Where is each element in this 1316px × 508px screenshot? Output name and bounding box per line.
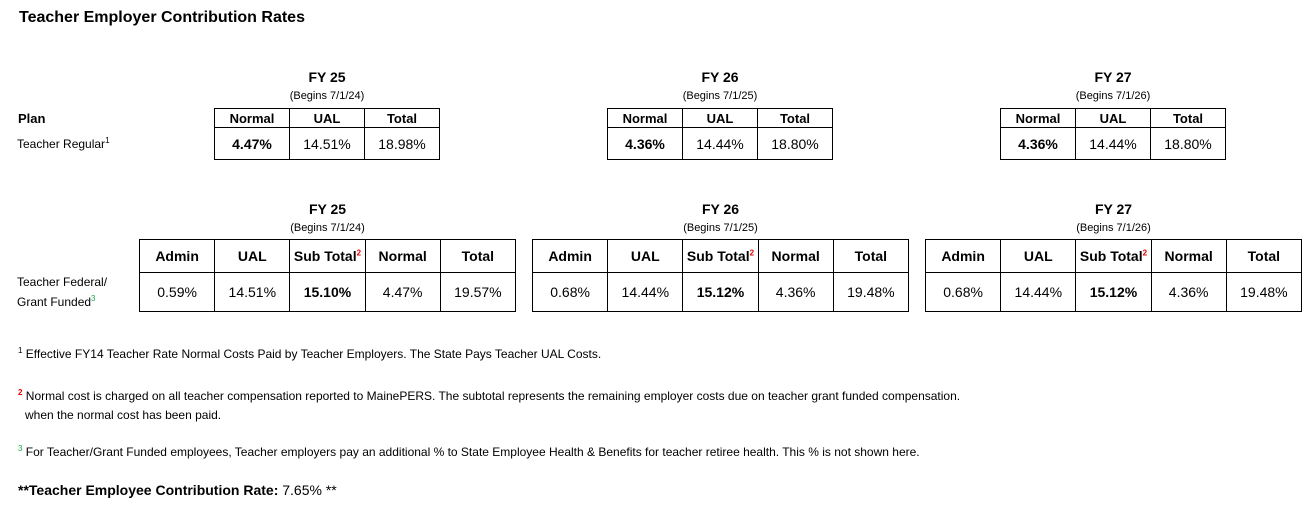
header-total: Total [833, 240, 908, 273]
footnote-1-mark: 1 [18, 346, 23, 355]
footnote-2-mark: 2 [18, 388, 23, 397]
value-subtotal: 15.12% [683, 273, 758, 312]
value-ual: 14.44% [683, 128, 758, 160]
footnote-2-text-line2: when the normal cost has been paid. [25, 408, 222, 422]
value-total: 19.48% [1226, 273, 1301, 312]
footnote-2 [18, 387, 960, 425]
header-subtotal-text: Sub Total [293, 248, 357, 264]
employee-rate-value: 7.65% [282, 482, 322, 498]
footnote-1-marker: 1 [105, 136, 110, 145]
footnote-1 [18, 347, 601, 361]
header-subtotal [683, 240, 758, 273]
value-subtotal: 15.10% [290, 273, 365, 312]
fy27-regular-table [1000, 108, 1226, 160]
header-normal: Normal [1001, 109, 1076, 128]
table-row [608, 128, 833, 160]
value-admin: 0.68% [533, 273, 608, 312]
teacher-regular-label [17, 134, 110, 154]
header-ual: UAL [608, 240, 683, 273]
header-ual: UAL [1001, 240, 1076, 273]
fy26-federal-begins: (Begins 7/1/25) [683, 222, 758, 234]
header-total: Total [1226, 240, 1301, 273]
footnote-3-text: For Teacher/Grant Funded employees, Teacher employers pay an additional % to State Employee Health & Benefits for teacher retiree health. This % is not shown here. [25, 445, 920, 459]
footnote-2-marker: 2 [749, 248, 755, 258]
header-total: Total [1151, 109, 1226, 128]
header-row [926, 240, 1302, 273]
value-normal: 4.36% [1001, 128, 1076, 160]
value-total: 19.48% [833, 273, 908, 312]
header-subtotal [290, 240, 365, 273]
header-normal: Normal [215, 109, 290, 128]
value-total: 19.57% [440, 273, 515, 312]
header-subtotal-text: Sub Total [1079, 248, 1143, 264]
employee-rate-prefix: ** [18, 482, 29, 498]
header-ual: UAL [290, 109, 365, 128]
teacher-federal-line2 [17, 292, 107, 312]
fy25-regular-heading: FY 25 [308, 69, 346, 85]
fy26-regular-begins: (Begins 7/1/25) [682, 90, 758, 102]
employee-contribution-rate [18, 482, 337, 498]
table-row [140, 273, 516, 312]
fy26-regular-table [607, 108, 833, 160]
header-normal: Normal [608, 109, 683, 128]
fy27-federal-table [925, 239, 1302, 312]
value-subtotal: 15.12% [1076, 273, 1151, 312]
value-ual: 14.51% [290, 128, 365, 160]
fy25-federal-heading: FY 25 [308, 201, 347, 217]
footnote-2-marker: 2 [356, 248, 362, 258]
footnote-1-text: Effective FY14 Teacher Rate Normal Costs Paid by Teacher Employers. The State Pays Teacher UAL Costs. [25, 347, 602, 361]
fy25-regular-table [214, 108, 440, 160]
table-row [215, 128, 440, 160]
header-ual: UAL [215, 240, 290, 273]
table-row [1001, 128, 1226, 160]
header-ual: UAL [1076, 109, 1151, 128]
teacher-regular-text: Teacher Regular [17, 137, 106, 151]
value-total: 18.80% [1151, 128, 1226, 160]
fy26-federal-heading: FY 26 [701, 201, 740, 217]
header-row [608, 109, 833, 128]
fy25-regular-begins: (Begins 7/1/24) [289, 90, 365, 102]
header-subtotal-text: Sub Total [686, 248, 750, 264]
fy25-federal-table [139, 239, 516, 312]
header-normal: Normal [758, 240, 833, 273]
fy26-federal-table [532, 239, 909, 312]
header-admin: Admin [926, 240, 1001, 273]
value-normal: 4.47% [365, 273, 440, 312]
fy27-federal-heading: FY 27 [1094, 201, 1133, 217]
value-normal: 4.36% [608, 128, 683, 160]
footnote-2-text: Normal cost is charged on all teacher compensation reported to MainePERS. The subtotal represents the remaining employer costs due on teacher grant funded compensation. [25, 389, 961, 403]
value-admin: 0.68% [926, 273, 1001, 312]
header-row [140, 240, 516, 273]
value-admin: 0.59% [140, 273, 215, 312]
fy25-federal-begins: (Begins 7/1/24) [290, 222, 365, 234]
header-row [1001, 109, 1226, 128]
table-row [533, 273, 909, 312]
header-total: Total [440, 240, 515, 273]
footnote-2-marker: 2 [1142, 248, 1148, 258]
value-ual: 14.44% [1001, 273, 1076, 312]
footnote-3 [18, 445, 920, 459]
page-title: Teacher Employer Contribution Rates [19, 9, 305, 26]
value-normal: 4.47% [215, 128, 290, 160]
table-row [926, 273, 1302, 312]
value-normal: 4.36% [758, 273, 833, 312]
fy27-federal-begins: (Begins 7/1/26) [1076, 222, 1151, 234]
employee-rate-label: Teacher Employee Contribution Rate: [28, 482, 279, 498]
value-ual: 14.44% [1076, 128, 1151, 160]
header-row [215, 109, 440, 128]
header-total: Total [758, 109, 833, 128]
header-total: Total [365, 109, 440, 128]
header-admin: Admin [140, 240, 215, 273]
value-ual: 14.44% [608, 273, 683, 312]
header-normal: Normal [365, 240, 440, 273]
header-admin: Admin [533, 240, 608, 273]
plan-column-label: Plan [18, 111, 46, 126]
value-total: 18.80% [758, 128, 833, 160]
teacher-federal-line2-text: Grant Funded [17, 295, 92, 309]
header-row [533, 240, 909, 273]
fy26-regular-heading: FY 26 [701, 69, 739, 85]
value-total: 18.98% [365, 128, 440, 160]
footnote-3-mark: 3 [18, 444, 23, 453]
fy27-regular-heading: FY 27 [1094, 69, 1132, 85]
teacher-federal-label [17, 272, 107, 312]
employee-rate-suffix: ** [325, 482, 337, 498]
header-ual: UAL [683, 109, 758, 128]
value-normal: 4.36% [1151, 273, 1226, 312]
fy27-regular-begins: (Begins 7/1/26) [1075, 90, 1151, 102]
value-ual: 14.51% [215, 273, 290, 312]
header-subtotal [1076, 240, 1151, 273]
teacher-federal-line1: Teacher Federal/ [17, 275, 108, 289]
header-normal: Normal [1151, 240, 1226, 273]
footnote-3-marker: 3 [91, 294, 96, 303]
